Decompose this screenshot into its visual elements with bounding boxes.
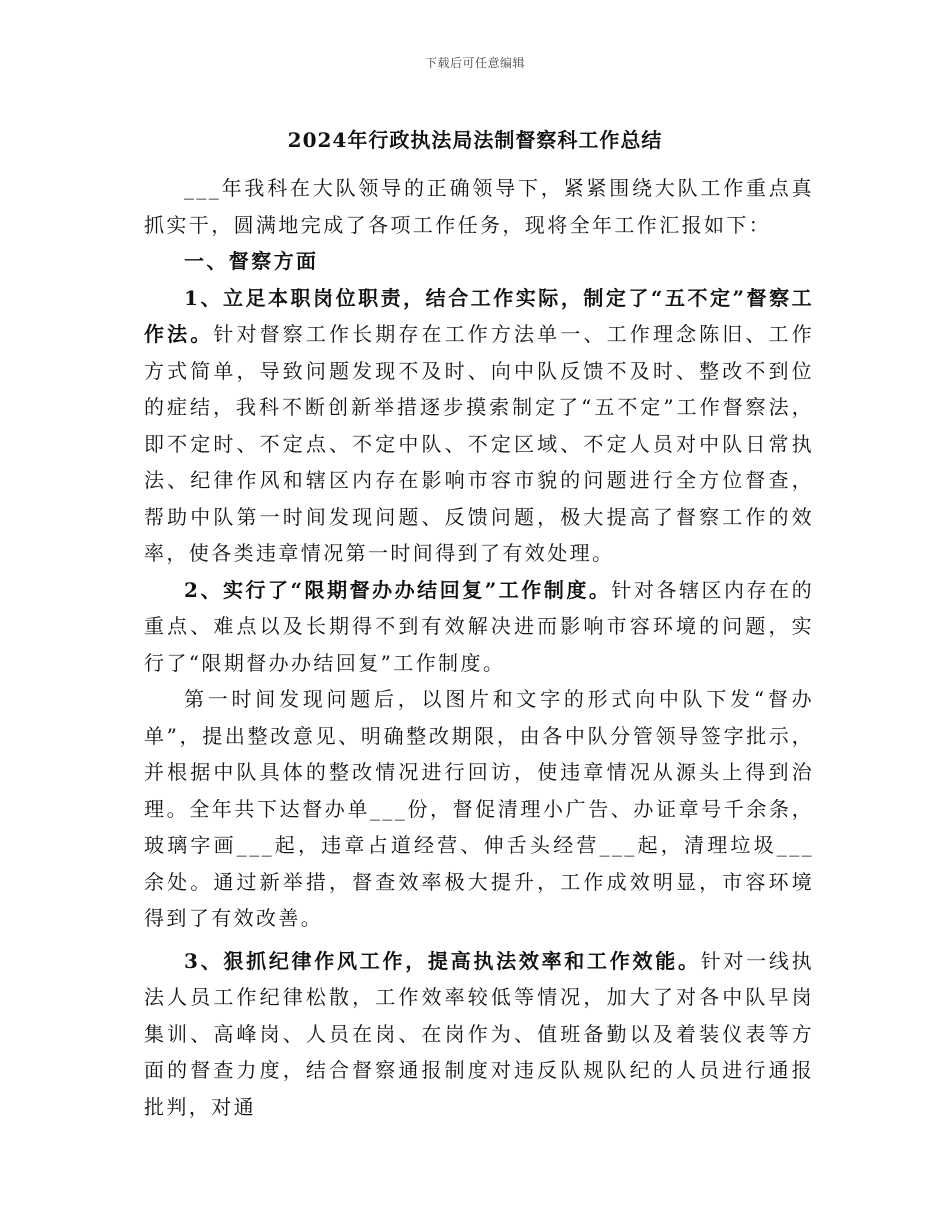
intro-paragraph: ___年我科在大队领导的正确领导下，紧紧围绕大队工作重点真抓实干，圆满地完成了各项工作任务，现将全年工作汇报如下： (144, 176, 814, 237)
item-3-text: 针对一线执法人员工作纪律松散，工作效率较低等情况，加大了对各中队早岗集训、高峰岗、人员在岗、在岗作为、值班备勤以及着装仪表等方面的督查力度，结合督察通报制度对违反队规队纪的人员进行通报批判，对通 (144, 948, 815, 1119)
item-1-lead: 1、立足本职岗位职责，结合工作实际，制定了“五不定”督察工作法。 (144, 285, 814, 346)
item-2-lead: 2、实行了“限期督办办结回复”工作制度。 (184, 577, 612, 602)
section-heading: 一、督察方面 (184, 249, 319, 273)
item-3-paragraph (144, 943, 814, 1126)
item-1-text: 针对督察工作长期存在工作方法单一、工作理念陈旧、工作方式简单，导致问题发现不及时、向中队反馈不及时、整改不到位的症结，我科不断创新举措逐步摸索制定了“五不定”工作督察法，即不定时、不定点、不定中队、不定区域、不定人员对中队日常执法、纪律作风和辖区内存在影响市容市貌的问题进行全方位督查，帮助中队第一时间发现问题、反馈问题，极大提高了督察工作的效率，使各类违章情况第一时间得到了有效处理。 (144, 322, 814, 565)
item-3-lead: 3、狠抓纪律作风工作，提高执法效率和工作效能。 (184, 948, 701, 973)
item-2-followup-paragraph: 第一时间发现问题后，以图片和文字的形式向中队下发“督办单”，提出整改意见、明确整改期限，由各中队分管领导签字批示，并根据中队具体的整改情况进行回访，使违章情况从源头上得到治理。全年共下达督办单___份，督促清理小广告、办证章号千余条，玻璃字画___起，违章占道经营、伸舌头经营___起，清理垃圾___余处。通过新举措，督查效率极大提升，工作成效明显，市容环境得到了有效改善。 (144, 687, 814, 930)
document-body (144, 170, 814, 1125)
item-2-paragraph (144, 572, 814, 682)
header-note: 下载后可任意编辑 (424, 56, 525, 70)
document-title: 2024年行政执法局法制督察科工作总结 (287, 128, 663, 152)
item-2-text: 针对各辖区内存在的重点、难点以及长期得不到有效解决进而影响市容环境的问题，实行了“限期督办办结回复”工作制度。 (144, 577, 814, 675)
item-1-paragraph (144, 280, 814, 572)
